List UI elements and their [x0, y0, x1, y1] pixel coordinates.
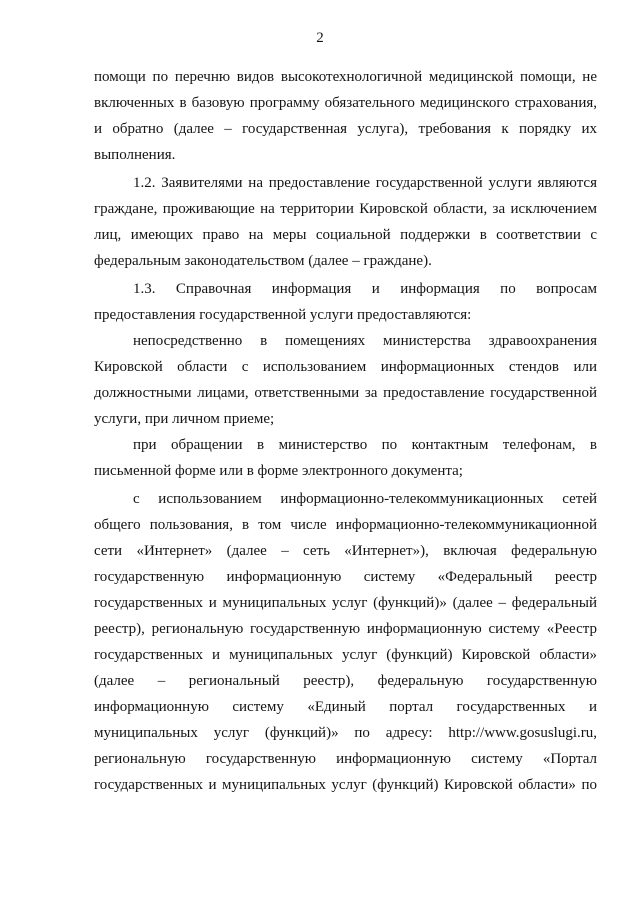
text-line: 1.2. Заявителями на предоставление государственной услуги являются — [133, 175, 597, 191]
text-line: услуги, при личном приеме; — [94, 411, 275, 427]
text-line: помощи по перечню видов высокотехнологичной медицинской помощи, не — [94, 69, 597, 85]
text-line: государственную информационную систему «Федеральный реестр — [94, 569, 597, 585]
text-line: выполнения. — [94, 147, 176, 163]
text-line: информационную систему «Единый портал государственных и — [94, 699, 597, 715]
text-line: государственных и муниципальных услуг (функций) Кировской области» — [94, 647, 597, 663]
text-line: реестр), региональную государственную информационную систему «Реестр — [94, 621, 597, 637]
text-line: при обращении в министерство по контактным телефонам, в — [133, 437, 597, 453]
text-line: общего пользования, в том числе информационно-телекоммуникационной — [94, 517, 597, 533]
text-line: письменной форме или в форме электронного документа; — [94, 463, 463, 479]
text-line: государственных и муниципальных услуг (функций) Кировской области» по — [94, 777, 597, 793]
text-line: включенных в базовую программу обязательного медицинского страхования, — [94, 95, 597, 111]
text-line: предоставления государственной услуги предоставляются: — [94, 307, 472, 323]
text-line: и обратно (далее – государственная услуга), требования к порядку их — [94, 121, 597, 137]
text-line: должностными лицами, ответственными за предоставление государственной — [94, 385, 597, 401]
text-line: лиц, имеющих право на меры социальной поддержки в соответствии с — [94, 227, 597, 243]
page-number: 2 — [316, 30, 324, 46]
text-line: граждане, проживающие на территории Кировской области, за исключением — [94, 201, 597, 217]
text-line: непосредственно в помещениях министерства здравоохранения — [133, 333, 597, 349]
text-line: с использованием информационно-телекоммуникационных сетей — [133, 491, 597, 507]
text-line: федеральным законодательством (далее – граждане). — [94, 253, 432, 269]
text-line: региональную государственную информационную систему «Портал — [94, 751, 597, 767]
text-line: государственных и муниципальных услуг (функций)» (далее – федеральный — [94, 595, 597, 611]
text-line: муниципальных услуг (функций)» по адресу: http://www.gosuslugi.ru, — [94, 725, 597, 741]
text-line: 1.3. Справочная информация и информация по вопросам — [133, 281, 597, 297]
text-line: сети «Интернет» (далее – сеть «Интернет»), включая федеральную — [94, 543, 597, 559]
text-line: (далее – региональный реестр), федеральную государственную — [94, 673, 597, 689]
text-line: Кировской области с использованием информационных стендов или — [94, 359, 597, 375]
